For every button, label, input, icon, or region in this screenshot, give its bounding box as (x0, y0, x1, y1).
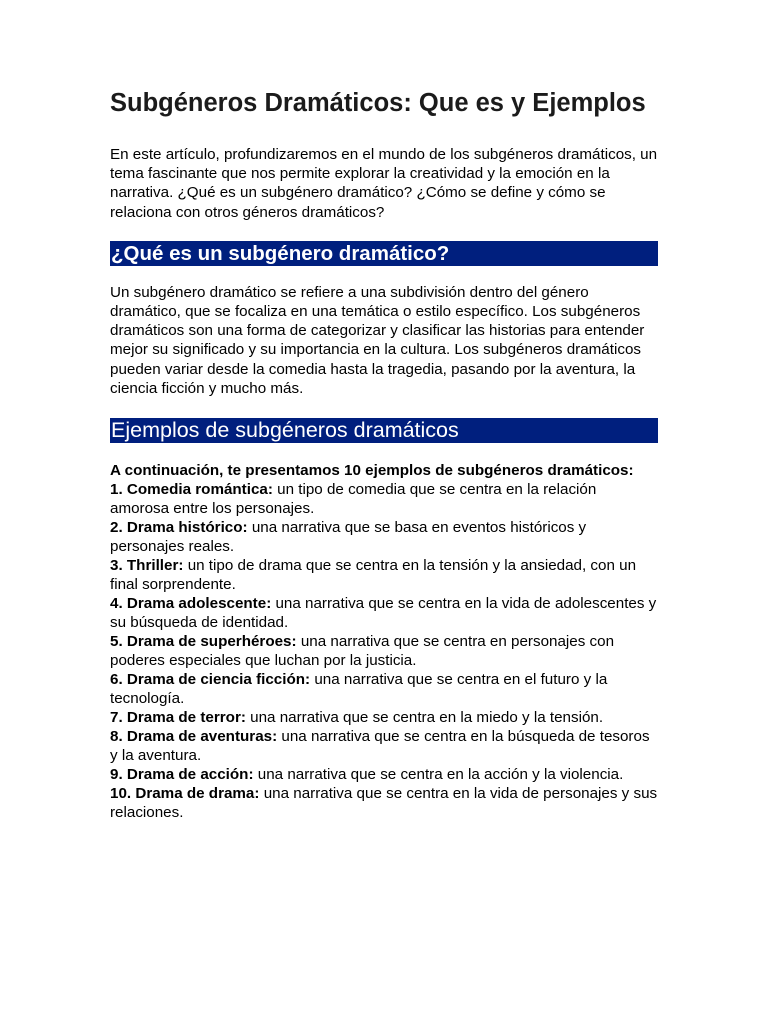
item-term: Drama de aventuras: (126, 728, 278, 746)
item-term: Drama de superhéroes: (126, 633, 297, 651)
item-description: una narrativa que se centra en la acción y la violencia. (257, 766, 624, 784)
item-number: 1. (110, 481, 123, 499)
definition-paragraph: Un subgénero dramático se refiere a una subdivisión dentro del género dramático, que se focaliza en una temática o estilo específico. Los subgéneros dramáticos son una forma de categorizar y clasificar las historias para entender mejor su significado y su importancia en la cultura. Los subgéneros dramáticos pueden variar desde la comedia hasta la tragedia, pasando por la aventura, la ciencia ficción y mucho más. (110, 283, 645, 397)
item-term: Thriller: (126, 557, 184, 575)
list-item (110, 670, 658, 708)
item-term: Drama adolescente: (126, 595, 272, 613)
item-description: un tipo de drama que se centra en la tensión y la ansiedad, con un final sorprendente. (110, 557, 637, 594)
item-term: Drama de ciencia ficción: (126, 671, 311, 689)
article-body (110, 88, 658, 822)
item-term: Drama de acción: (126, 766, 254, 784)
list-item (110, 556, 658, 594)
list-item (110, 727, 658, 765)
item-number: 4. (110, 595, 123, 613)
list-item (110, 765, 658, 784)
list-item (110, 480, 658, 518)
item-term: Drama histórico: (126, 519, 248, 537)
item-number: 8. (110, 728, 123, 746)
item-description: una narrativa que se centra en la búsqueda de tesoros y la aventura. (110, 728, 650, 765)
item-number: 3. (110, 557, 123, 575)
item-description: una narrativa que se centra en el futuro y la tecnología. (110, 671, 608, 708)
item-number: 6. (110, 671, 123, 689)
page-title: Subgéneros Dramáticos: Que es y Ejemplos (110, 89, 646, 117)
item-description: una narrativa que se basa en eventos históricos y personajes reales. (110, 519, 587, 556)
item-number: 2. (110, 519, 123, 537)
list-item (110, 708, 658, 727)
item-description: una narrativa que se centra en la miedo y la tensión. (250, 709, 604, 727)
item-number: 10. (110, 785, 132, 803)
list-item (110, 594, 658, 632)
section-heading-examples: Ejemplos de subgéneros dramáticos (110, 418, 658, 443)
item-description: una narrativa que se centra en personajes con poderes especiales que luchan por la justicia. (110, 633, 615, 670)
list-item (110, 518, 658, 556)
item-term: Drama de drama: (135, 785, 260, 803)
item-description: una narrativa que se centra en la vida de adolescentes y su búsqueda de identidad. (110, 595, 657, 632)
item-term: Drama de terror: (126, 709, 246, 727)
list-item (110, 632, 658, 670)
item-description: una narrativa que se centra en la vida de personajes y sus relaciones. (110, 785, 658, 822)
item-term: Comedia romántica: (126, 481, 273, 499)
intro-paragraph: En este artículo, profundizaremos en el mundo de los subgéneros dramáticos, un tema fascinante que nos permite explorar la creatividad y la emoción en la narrativa. ¿Qué es un subgénero dramático? ¿Cómo se define y cómo se relaciona con otros géneros dramáticos? (110, 146, 658, 221)
item-number: 7. (110, 709, 123, 727)
item-number: 5. (110, 633, 123, 651)
examples-list (110, 480, 658, 822)
list-item (110, 784, 658, 822)
examples-lead: A continuación, te presentamos 10 ejemplos de subgéneros dramáticos: (110, 462, 634, 480)
section-heading-definition: ¿Qué es un subgénero dramático? (110, 241, 658, 266)
item-description: un tipo de comedia que se centra en la relación amorosa entre los personajes. (110, 481, 597, 518)
item-number: 9. (110, 766, 123, 784)
